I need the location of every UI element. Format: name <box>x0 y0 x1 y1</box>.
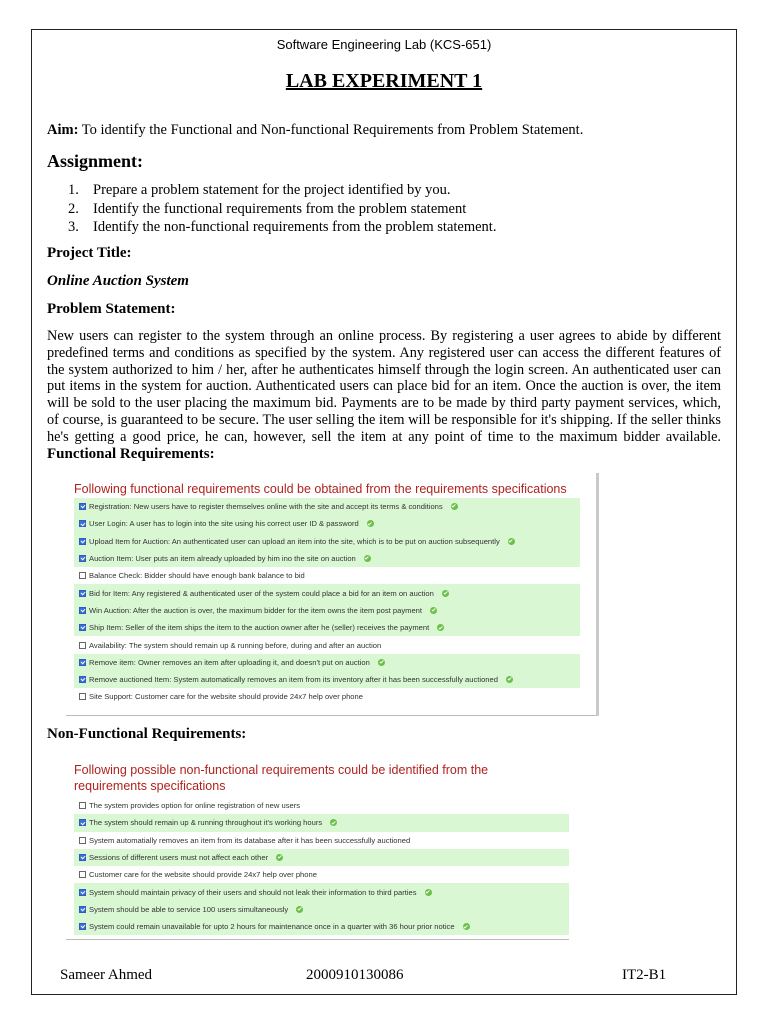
green-check-icon <box>463 923 470 930</box>
checked-checkbox-icon <box>79 624 86 631</box>
green-check-icon <box>378 659 385 666</box>
requirement-text: System could remain unavailable for upto 2 hours for maintenance once in a quarter with 36 hour prior notice <box>89 922 455 932</box>
green-check-icon <box>442 590 449 597</box>
requirement-row <box>74 918 569 935</box>
requirement-text: Site Support: Customer care for the website should provide 24x7 help over phone <box>89 692 363 702</box>
list-item <box>68 218 496 237</box>
functional-requirements-list <box>74 498 580 706</box>
requirement-text: Customer care for the website should provide 24x7 help over phone <box>89 870 317 880</box>
requirement-text: The system should remain up & running throughout it's working hours <box>89 818 323 828</box>
requirement-text: Balance Check: Bidder should have enough bank balance to bid <box>89 571 305 581</box>
unchecked-checkbox-icon <box>79 837 86 844</box>
aim-label: Aim: <box>47 122 79 138</box>
list-item <box>68 181 496 200</box>
requirement-row <box>74 688 580 705</box>
page-header: Software Engineering Lab (KCS-651) <box>276 37 492 52</box>
requirement-row <box>74 883 569 900</box>
list-number: 3. <box>68 219 79 235</box>
requirement-row <box>74 654 580 671</box>
checked-checkbox-icon <box>79 607 86 614</box>
green-check-icon <box>425 889 432 896</box>
unchecked-checkbox-icon <box>79 693 86 700</box>
unchecked-checkbox-icon <box>79 871 86 878</box>
unchecked-checkbox-icon <box>79 572 86 579</box>
problem-statement-text <box>47 328 721 462</box>
checked-checkbox-icon <box>79 538 86 545</box>
requirement-text: Availability: The system should remain up & running before, during and after an auction <box>89 640 382 650</box>
list-item <box>68 200 496 219</box>
unchecked-checkbox-icon <box>79 642 86 649</box>
green-check-icon <box>367 520 374 527</box>
page-title: LAB EXPERIMENT 1 <box>285 70 483 92</box>
requirement-row <box>74 636 580 653</box>
non-functional-requirements-screenshot <box>66 757 569 940</box>
functional-requirements-heading: Functional Requirements: <box>47 445 215 462</box>
requirement-text: System automatially removes an item from its database after it has been successfully auctioned <box>89 835 411 845</box>
checked-checkbox-icon <box>79 923 86 930</box>
requirement-text: Bid for Item: Any registered & authenticated user of the system could place a bid for an item on auction <box>89 588 434 598</box>
checked-checkbox-icon <box>79 503 86 510</box>
requirement-text: Registration: New users have to register themselves online with the site and accept its terms & conditions <box>89 502 443 512</box>
requirement-row <box>74 567 580 584</box>
requirement-row <box>74 550 580 567</box>
unchecked-checkbox-icon <box>79 802 86 809</box>
checked-checkbox-icon <box>79 676 86 683</box>
project-title-heading: Project Title: <box>47 245 132 261</box>
green-check-icon <box>296 906 303 913</box>
requirement-text: System should maintain privacy of their users and should not leak their information to third parties <box>89 887 417 897</box>
list-text: Prepare a problem statement for the project identified by you. <box>93 182 451 198</box>
requirement-row <box>74 849 569 866</box>
green-check-icon <box>451 503 458 510</box>
requirement-row <box>74 901 569 918</box>
requirement-text: Remove auctioned Item: System automatically removes an item from its inventory after it has been successfully auctioned <box>89 675 498 685</box>
requirement-text: Sessions of different users must not affect each other <box>89 853 269 863</box>
aim-text: To identify the Functional and Non-functional Requirements from Problem Statement. <box>78 122 584 138</box>
non-functional-requirements-list <box>74 797 569 935</box>
requirement-row <box>74 533 580 550</box>
green-check-icon <box>437 624 444 631</box>
checked-checkbox-icon <box>79 906 86 913</box>
aim-paragraph <box>47 122 727 139</box>
problem-statement-body: New users can register to the system through an online process. By registering a user agrees to abide by different predefined terms and conditions as specified by the system. Any registered user can access the different features of the system authorized to him / her, after he authenticates himself through the login screen. An authenticated user can put items in the system for auction. Authenticated users can place bid for an item. Once the auction is over, the item will be sold to the user placing the maximum bid. Payments are to be made by third party payment services, which, of course, is guaranteed to be secure. The user selling the item will be responsible for it's shipping. If the seller thinks he's getting a good price, he can, however, sell the item at any point of time to the maximum bidder available. <box>47 328 721 445</box>
footer-roll-number: 2000910130086 <box>306 967 404 983</box>
list-text: Identify the non-functional requirements from the problem statement. <box>93 219 497 235</box>
green-check-icon <box>506 676 513 683</box>
assignment-heading: Assignment: <box>47 151 144 171</box>
checked-checkbox-icon <box>79 555 86 562</box>
list-number: 1. <box>68 182 79 198</box>
footer-student-name: Sameer Ahmed <box>60 967 153 983</box>
project-title: Online Auction System <box>47 273 189 289</box>
requirement-text: The system provides option for online registration of new users <box>89 801 301 811</box>
footer-class-section: IT2-B1 <box>622 967 667 983</box>
requirement-row <box>74 515 580 532</box>
functional-panel-title: Following functional requirements could be obtained from the requirements specifications <box>74 482 567 496</box>
non-functional-panel-title: Following possible non-functional requirements could be identified from the requirements specifications <box>74 763 489 793</box>
assignment-list <box>68 181 496 237</box>
requirement-text: Upload Item for Auction: An authenticated user can upload an item into the site, which is to be put on auction subsequently <box>89 536 500 546</box>
requirement-row <box>74 619 580 636</box>
panel-divider <box>66 715 596 716</box>
green-check-icon <box>276 854 283 861</box>
checked-checkbox-icon <box>79 819 86 826</box>
requirement-row <box>74 832 569 849</box>
requirement-row <box>74 671 580 688</box>
requirement-text: Ship Item: Seller of the item ships the item to the auction owner after he (seller) receives the payment <box>89 623 430 633</box>
green-check-icon <box>364 555 371 562</box>
list-text: Identify the functional requirements from the problem statement <box>93 200 467 217</box>
requirement-row <box>74 797 569 814</box>
checked-checkbox-icon <box>79 889 86 896</box>
requirement-row <box>74 584 580 601</box>
requirement-text: User Login: A user has to login into the site using his correct user ID & password <box>89 519 359 529</box>
green-check-icon <box>508 538 515 545</box>
checked-checkbox-icon <box>79 590 86 597</box>
requirement-row <box>74 498 580 515</box>
problem-statement-heading: Problem Statement: <box>47 301 176 317</box>
requirement-row <box>74 866 569 883</box>
requirement-row <box>74 814 569 831</box>
checked-checkbox-icon <box>79 854 86 861</box>
green-check-icon <box>430 607 437 614</box>
checked-checkbox-icon <box>79 659 86 666</box>
requirement-row <box>74 602 580 619</box>
checked-checkbox-icon <box>79 520 86 527</box>
requirement-text: Remove item: Owner removes an item after uploading it, and doesn't put on auction <box>89 657 370 667</box>
requirement-text: System should be able to service 100 users simultaneously <box>89 904 289 914</box>
requirement-text: Auction Item: User puts an item already uploaded by him ino the site on auction <box>89 554 356 564</box>
list-number: 2. <box>68 200 79 217</box>
requirement-text: Win Auction: After the auction is over, the maximum bidder for the item owns the item post payment <box>89 605 423 615</box>
functional-requirements-screenshot <box>66 473 599 716</box>
panel-divider <box>66 939 569 940</box>
green-check-icon <box>330 819 337 826</box>
non-functional-requirements-heading: Non-Functional Requirements: <box>47 726 247 742</box>
